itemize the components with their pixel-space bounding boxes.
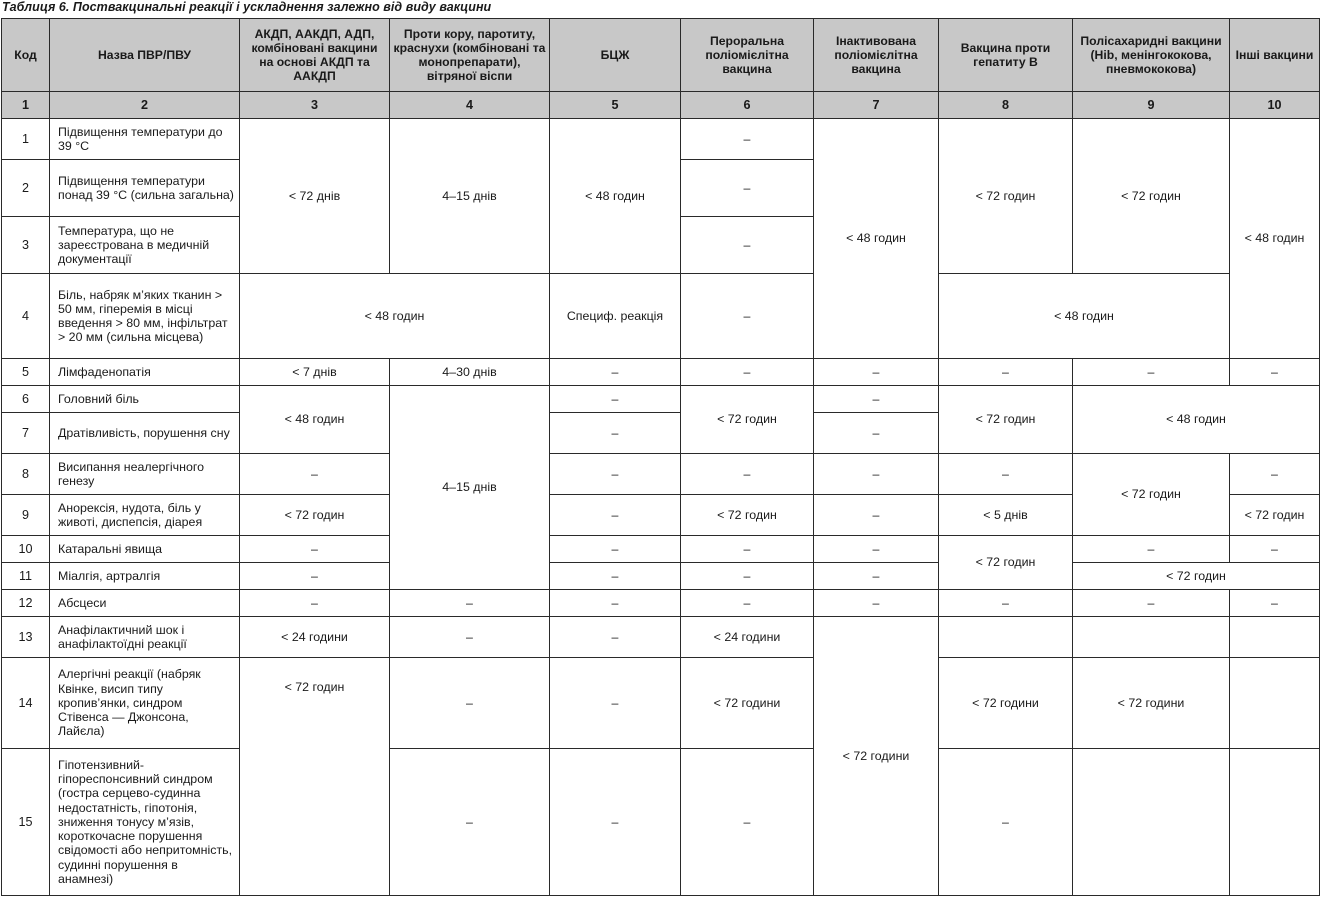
vaccine-reactions-table	[1, 18, 1320, 896]
row-code: 1	[2, 119, 50, 160]
table-row	[2, 658, 1320, 749]
cell-value: –	[240, 536, 390, 563]
cell-value: –	[550, 749, 681, 896]
cell-value: < 48 годин	[939, 274, 1230, 359]
cell-value: –	[681, 359, 814, 386]
row-name: Алергічні реакції (набряк Квінке, висип типу кропив’янки, синдром Стівенса — Джонсона, Лайєла)	[50, 658, 240, 749]
header-col-3: АКДП, ААКДП, АДП, комбіновані вакцини на основі АКДП та ААКДП	[240, 19, 390, 92]
table-row	[2, 386, 1320, 413]
cell-value: –	[1230, 454, 1320, 495]
table-row	[2, 536, 1320, 563]
row-name: Температура, що не зареєстрована в медичній документації	[50, 217, 240, 274]
header-col-4: Проти кору, паротиту, краснухи (комбіновані та монопрепарати), вітряної віспи	[390, 19, 550, 92]
header-col-10: Інші вакцини	[1230, 19, 1320, 92]
header-name: Назва ПВР/ПВУ	[50, 19, 240, 92]
cell-value: –	[814, 495, 939, 536]
cell-value: < 72 годин	[681, 386, 814, 454]
cell-value: –	[550, 658, 681, 749]
row-name: Абсцеси	[50, 590, 240, 617]
cell-value: 4–15 днів	[390, 386, 550, 590]
cell-value: –	[1073, 536, 1230, 563]
cell-empty	[1230, 749, 1320, 896]
row-name: Катаральні явища	[50, 536, 240, 563]
row-name: Підвищення температури понад 39 °C (сильна загальна)	[50, 160, 240, 217]
cell-value: –	[240, 590, 390, 617]
cell-value: < 48 годин	[1073, 386, 1320, 454]
row-name: Підвищення температури до 39 °C	[50, 119, 240, 160]
row-code: 9	[2, 495, 50, 536]
cell-value: < 72 години	[681, 658, 814, 749]
col-number: 9	[1073, 92, 1230, 119]
cell-value: –	[550, 359, 681, 386]
cell-empty	[1230, 617, 1320, 658]
cell-value: –	[814, 563, 939, 590]
row-code: 7	[2, 413, 50, 454]
table-row	[2, 454, 1320, 495]
table-row	[2, 563, 1320, 590]
row-code: 8	[2, 454, 50, 495]
cell-value: –	[550, 536, 681, 563]
cell-value: –	[939, 454, 1073, 495]
cell-value: –	[681, 274, 814, 359]
cell-value: –	[681, 590, 814, 617]
cell-value: < 48 годин	[1230, 119, 1320, 359]
cell-value: < 72 годин	[939, 386, 1073, 454]
cell-value: –	[814, 590, 939, 617]
row-code: 6	[2, 386, 50, 413]
table-row	[2, 590, 1320, 617]
cell-value: –	[814, 386, 939, 413]
row-name: Лімфаденопатія	[50, 359, 240, 386]
cell-value: < 72 години	[814, 617, 939, 896]
cell-value: –	[681, 217, 814, 274]
cell-value: < 48 годин	[240, 386, 390, 454]
cell-empty	[1230, 658, 1320, 749]
cell-value: –	[240, 563, 390, 590]
table-row	[2, 359, 1320, 386]
row-name: Головний біль	[50, 386, 240, 413]
cell-value: < 72 годин	[1073, 119, 1230, 274]
cell-value: < 72 годин	[939, 119, 1073, 274]
cell-value: < 72 години	[1073, 658, 1230, 749]
col-number: 7	[814, 92, 939, 119]
col-number: 8	[939, 92, 1073, 119]
cell-value: –	[814, 536, 939, 563]
col-number: 1	[2, 92, 50, 119]
cell-value: < 72 годин	[681, 495, 814, 536]
cell-value: < 72 годин	[240, 495, 390, 536]
row-code: 3	[2, 217, 50, 274]
row-code: 12	[2, 590, 50, 617]
cell-value: –	[1073, 590, 1230, 617]
col-number: 10	[1230, 92, 1320, 119]
cell-value: –	[1230, 359, 1320, 386]
cell-value: < 5 днів	[939, 495, 1073, 536]
header-col-5: БЦЖ	[550, 19, 681, 92]
row-code: 5	[2, 359, 50, 386]
cell-value: –	[681, 749, 814, 896]
row-name: Висипання неалергічного генезу	[50, 454, 240, 495]
cell-value: –	[681, 536, 814, 563]
cell-value: –	[390, 590, 550, 617]
table-row	[2, 274, 1320, 359]
cell-value: < 48 годин	[550, 119, 681, 274]
cell-value: –	[390, 617, 550, 658]
cell-value: –	[1230, 590, 1320, 617]
row-code: 11	[2, 563, 50, 590]
col-number: 3	[240, 92, 390, 119]
cell-value: < 72 днів	[240, 119, 390, 274]
cell-value: –	[681, 454, 814, 495]
cell-value: –	[814, 359, 939, 386]
cell-value: –	[550, 495, 681, 536]
table-row	[2, 617, 1320, 658]
cell-value: Специф. реакція	[550, 274, 681, 359]
cell-value: –	[681, 160, 814, 217]
cell-value: –	[1073, 359, 1230, 386]
cell-value: < 48 годин	[814, 119, 939, 359]
cell-value: < 72 годин	[1230, 495, 1320, 536]
cell-value: –	[1230, 536, 1320, 563]
row-code: 14	[2, 658, 50, 749]
cell-value: < 72 годин	[1073, 563, 1320, 590]
cell-value: –	[814, 413, 939, 454]
cell-value: < 7 днів	[240, 359, 390, 386]
cell-value: 4–15 днів	[390, 119, 550, 274]
row-code: 10	[2, 536, 50, 563]
cell-empty	[1073, 617, 1230, 658]
cell-value: –	[550, 563, 681, 590]
cell-empty	[1073, 749, 1230, 896]
row-name: Гіпотензивний-гіпореспонсивний синдром (гостра серцево-судинна недостатність, гіпотонія, зниження тонусу м’язів, короткочасне порушення свідомості або непритомність, судинні порушення в анамнезі)	[50, 749, 240, 896]
cell-value: < 24 години	[240, 617, 390, 658]
cell-value: –	[550, 454, 681, 495]
row-code: 15	[2, 749, 50, 896]
row-code: 13	[2, 617, 50, 658]
row-name: Міалгія, артралгія	[50, 563, 240, 590]
cell-value: –	[681, 563, 814, 590]
cell-value: –	[390, 658, 550, 749]
cell-value: < 72 годин	[939, 536, 1073, 590]
cell-value: –	[550, 590, 681, 617]
cell-value: < 72 годин	[1073, 454, 1230, 536]
header-code: Код	[2, 19, 50, 92]
cell-value: < 72 години	[939, 658, 1073, 749]
cell-value: –	[550, 617, 681, 658]
cell-value: –	[550, 386, 681, 413]
cell-value: –	[939, 590, 1073, 617]
cell-value: –	[550, 413, 681, 454]
col-number: 2	[50, 92, 240, 119]
cell-value: –	[390, 749, 550, 896]
cell-value: –	[939, 749, 1073, 896]
row-name: Дратівливість, порушення сну	[50, 413, 240, 454]
cell-empty	[939, 617, 1073, 658]
header-col-7: Інактивована поліомієлітна вакцина	[814, 19, 939, 92]
row-code: 4	[2, 274, 50, 359]
col-number: 6	[681, 92, 814, 119]
cell-value: < 24 години	[681, 617, 814, 658]
row-name: Анафілактичний шок і анафілактоїдні реакції	[50, 617, 240, 658]
row-name: Анорексія, нудота, біль у животі, диспепсія, діарея	[50, 495, 240, 536]
row-name: Біль, набряк м’яких тканин > 50 мм, гіперемія в місці введення > 80 мм, інфільтрат > 20 мм (сильна місцева)	[50, 274, 240, 359]
header-col-9: Полісахаридні вакцини (Hib, менінгококова, пневмококова)	[1073, 19, 1230, 92]
header-col-6: Пероральна поліомієлітна вакцина	[681, 19, 814, 92]
table-row	[2, 749, 1320, 896]
col-number: 4	[390, 92, 550, 119]
row-code: 2	[2, 160, 50, 217]
cell-value: –	[814, 454, 939, 495]
cell-value: –	[939, 359, 1073, 386]
header-col-8: Вакцина проти гепатиту B	[939, 19, 1073, 92]
table-row	[2, 119, 1320, 160]
cell-value: 4–30 днів	[390, 359, 550, 386]
cell-value: < 48 годин	[240, 274, 550, 359]
cell-value: –	[681, 119, 814, 160]
col-number: 5	[550, 92, 681, 119]
cell-value: < 72 годин	[240, 658, 390, 896]
table-caption: Таблиця 6. Поствакцинальні реакції і ускладнення залежно від виду вакцини	[2, 0, 492, 14]
cell-value: –	[240, 454, 390, 495]
